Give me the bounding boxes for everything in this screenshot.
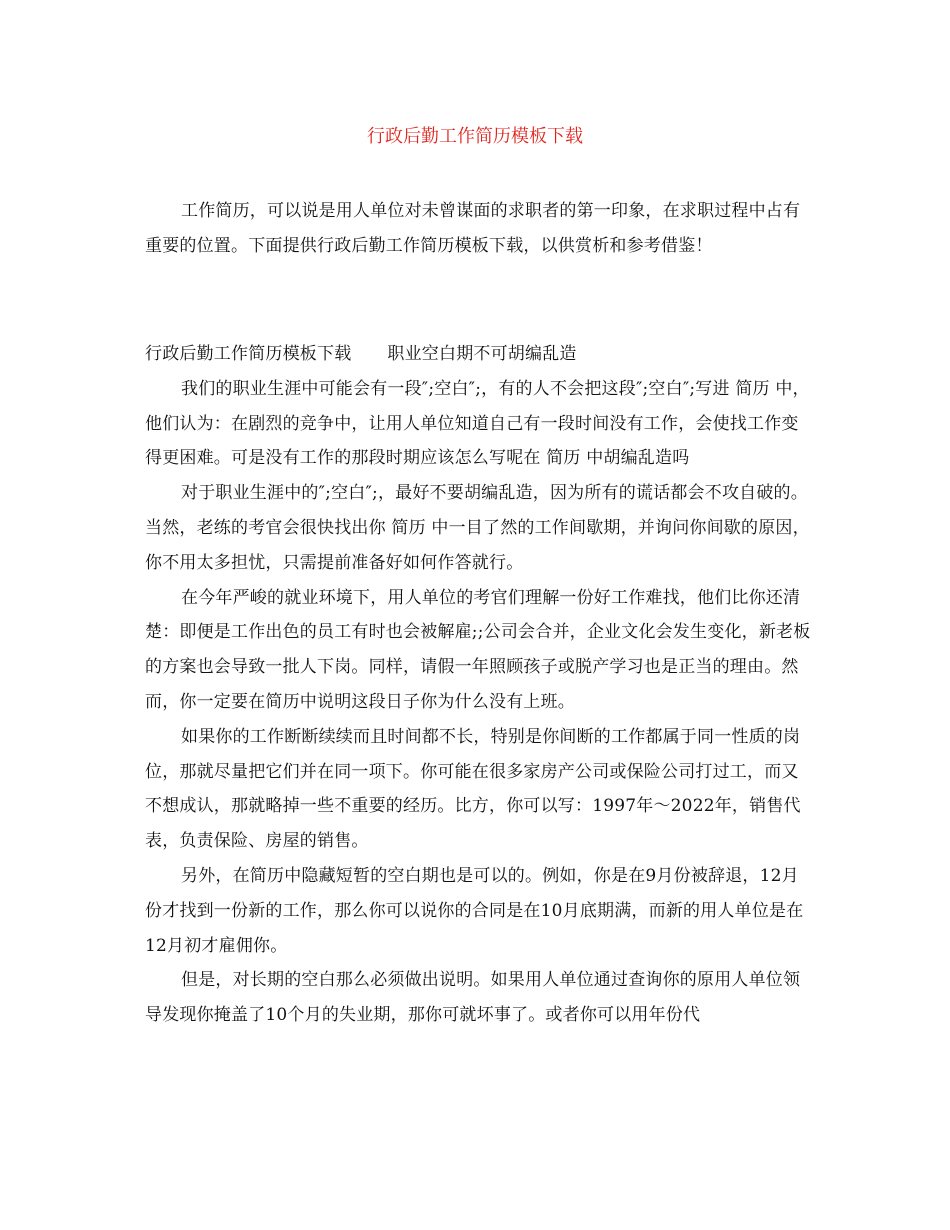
document-title: 行政后勤工作简历模板下载: [367, 126, 583, 147]
section-heading-right: 职业空白期不可胡编乱造: [387, 344, 577, 364]
body-paragraph: 如果你的工作断断续续而且时间都不长，特别是你间断的工作都属于同一性质的岗位，那就尽量把它们并在同一项下。你可能在很多家房产公司或保险公司打过工，而又不想成认，那就略掉一些不重要的经历。比方，你可以写：1997年～2022年，销售代表，负责保险、房屋的销售。: [145, 726, 801, 852]
intro-section: [145, 194, 813, 264]
section-heading-left: 行政后勤工作简历模板下载: [145, 344, 352, 364]
body-paragraph: 另外，在简历中隐藏短暂的空白期也是可以的。例如，你是在9月份被辞退，12月份才找到一份新的工作，那么你可以说你的合同是在10月底期满，而新的用人单位是在12月初才雇佣你。: [145, 865, 804, 956]
body-paragraph: 在今年严峻的就业环境下，用人单位的考官们理解一份好工作难找，他们比你还清楚：即便是工作出色的员工有时也会被解雇;;公司会合并，企业文化会发生变化，新老板的方案也会导致一批人下岗。同样，请假一年照顾孩子或脱产学习也是正当的理由。然而，你一定要在简历中说明这段日子你为什么没有上班。: [145, 587, 811, 712]
main-section: [145, 337, 813, 1033]
intro-paragraph: 工作简历，可以说是用人单位对未曾谋面的求职者的第一印象，在求职过程中占有重要的位置。下面提供行政后勤工作简历模板下载，以供赏析和参考借鉴！: [145, 201, 801, 256]
section-heading: [145, 337, 813, 372]
body-paragraph: 但是，对长期的空白那么必须做出说明。如果用人单位通过查询你的原用人单位领导发现你掩盖了10个月的失业期，那你可就坏事了。或者你可以用年份代: [145, 970, 801, 1026]
body-paragraph: 对于职业生涯中的″;空白″;，最好不要胡编乱造，因为所有的谎话都会不攻自破的。当然，老练的考官会很快找出你 简历 中一目了然的工作间歇期，并询问你间歇的原因，你不用太多担忧，只需提前准备好如何作答就行。: [145, 483, 810, 573]
body-paragraph: 我们的职业生涯中可能会有一段″;空白″;，有的人不会把这段″;空白″;写进 简历 中，他们认为：在剧烈的竞争中，让用人单位知道自己有一段时间没有工作，会使找工作变得更困难。可是没有工作的那段时期应该怎么写呢在 简历 中胡编乱造吗: [145, 378, 810, 469]
